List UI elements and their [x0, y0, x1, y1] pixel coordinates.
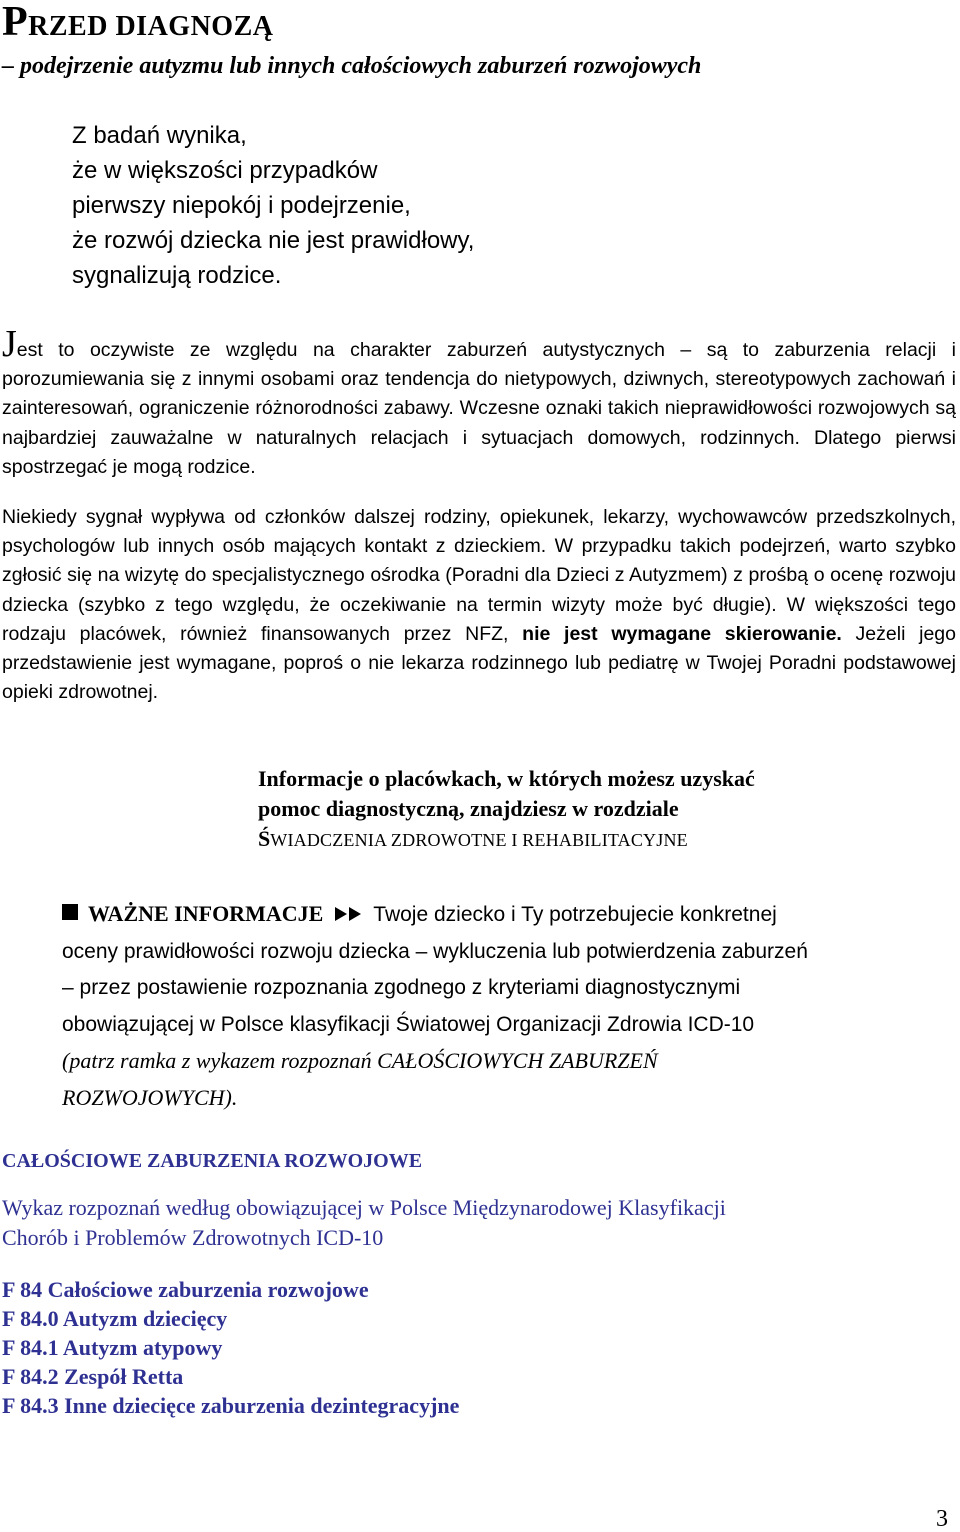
title-initial: P — [2, 0, 29, 45]
paragraph-referral — [2, 503, 956, 707]
important-text: Twoje dziecko i Ty potrzebujecie konkretnej — [373, 903, 777, 926]
list-item: F 84.1 Autyzm atypowy — [2, 1335, 223, 1360]
title-rest: RZED DIAGNOZĄ — [28, 11, 274, 42]
section-rest: WIADCZENIA ZDROWOTNE I REHABILITACYJNE — [270, 830, 688, 850]
info-line: pomoc diagnostyczną, znajdziesz w rozdziale — [258, 796, 679, 821]
paragraph-text: est to oczywiste ze względu na charakter zaburzeń autystycznych – są to zaburzenia relacji i porozumiewania się z innymi osobami oraz tendencja do nietypowych, dziwnych, stereotypowych zachowań i zainteresowań, ograniczenie różnorodności zabawy. Wczesne oznaki takich nieprawidłowości rozwojowych są najbardziej zauważalne w naturalnych relacjach i sytuacjach domowych, rodzinnych. Dlatego pierwsi spostrzegać je mogą rodzice. — [2, 339, 956, 478]
paragraph-autism-nature — [2, 323, 956, 482]
description-line: Chorób i Problemów Zdrowotnych ICD-10 — [2, 1225, 384, 1250]
important-info — [62, 896, 942, 1117]
important-line: obowiązującej w Polsce klasyfikacji Światowej Organizacji Zdrowia ICD-10 — [62, 1012, 755, 1036]
important-label: WAŻNE INFORMACJE — [88, 901, 324, 926]
intro-line: że rozwój dziecka nie jest prawidłowy, — [72, 227, 475, 254]
diagnosis-section-heading: CAŁOŚCIOWE ZABURZENIA ROZWOJOWE — [2, 1150, 423, 1172]
intro-line: Z badań wynika, — [72, 122, 247, 149]
description-line: Wykaz rozpoznań według obowiązującej w Polsce Międzynarodowej Klasyfikacji — [2, 1195, 726, 1220]
important-line: oceny prawidłowości rozwoju dziecka – wykluczenia lub potwierdzenia zaburzeń — [62, 939, 808, 963]
intro-line: że w większości przypadków — [72, 157, 378, 184]
important-line: (patrz ramka z wykazem rozpoznań CAŁOŚCIOWYCH ZABURZEŃ — [62, 1048, 658, 1074]
section-initial: Ś — [258, 826, 271, 851]
info-section-name — [258, 824, 755, 855]
page-subtitle: – podejrzenie autyzmu lub innych całościowych zaburzeń rozwojowych — [2, 53, 702, 79]
info-line: Informacje o placówkach, w których możesz uzyskać — [258, 766, 755, 791]
important-line — [62, 896, 942, 934]
list-item: F 84.3 Inne dziecięce zaburzenia dezintegracyjne — [2, 1393, 460, 1418]
page-title — [2, 2, 273, 47]
intro-line: sygnalizują rodzice. — [72, 262, 282, 289]
square-bullet-icon — [62, 904, 78, 920]
paragraph-bold-text: nie jest wymagane skierowanie. — [522, 622, 842, 645]
page-number: 3 — [936, 1506, 948, 1532]
important-line: ROZWOJOWYCH). — [62, 1084, 238, 1110]
intro-block — [72, 118, 474, 293]
list-item: F 84.2 Zespół Retta — [2, 1364, 184, 1389]
paragraph-text-before: Niekiedy sygnał wypływa od członków dalszej rodziny, opiekunek, lekarzy, wychowawców przedszkolnych, psychologów lub innych osób mających kontakt z dzieckiem. W przypadku takich podejrzeń, warto szybko zgłosić się na wizytę do specjalistycznego ośrodka (Poradni dla Dzieci z Autyzmem) z prośbą o ocenę rozwoju dziecka (szybko z tego względu, że oczekiwanie na termin wizyty może być długie). W większości tego rodzaju placówek, również finansowanych przez NFZ, — [2, 506, 956, 645]
important-line: – przez postawienie rozpoznania zgodnego z kryteriami diagnostycznymi — [62, 976, 741, 1000]
list-item: F 84.0 Autyzm dziecięcy — [2, 1306, 228, 1331]
info-box — [258, 764, 755, 855]
paragraph-text-after: Jeżeli jego przedstawienie jest wymagane, poproś o nie lekarza rodzinnego lub pediatrę w Twojej Poradni podstawowej opieki zdrowotnej. — [2, 622, 956, 704]
diagnosis-code-list — [2, 1275, 459, 1420]
double-arrow-right-icon — [333, 906, 367, 922]
drop-cap: J — [2, 323, 17, 365]
list-item: F 84 Całościowe zaburzenia rozwojowe — [2, 1277, 369, 1302]
intro-line: pierwszy niepokój i podejrzenie, — [72, 192, 411, 219]
diagnosis-description — [2, 1193, 726, 1253]
